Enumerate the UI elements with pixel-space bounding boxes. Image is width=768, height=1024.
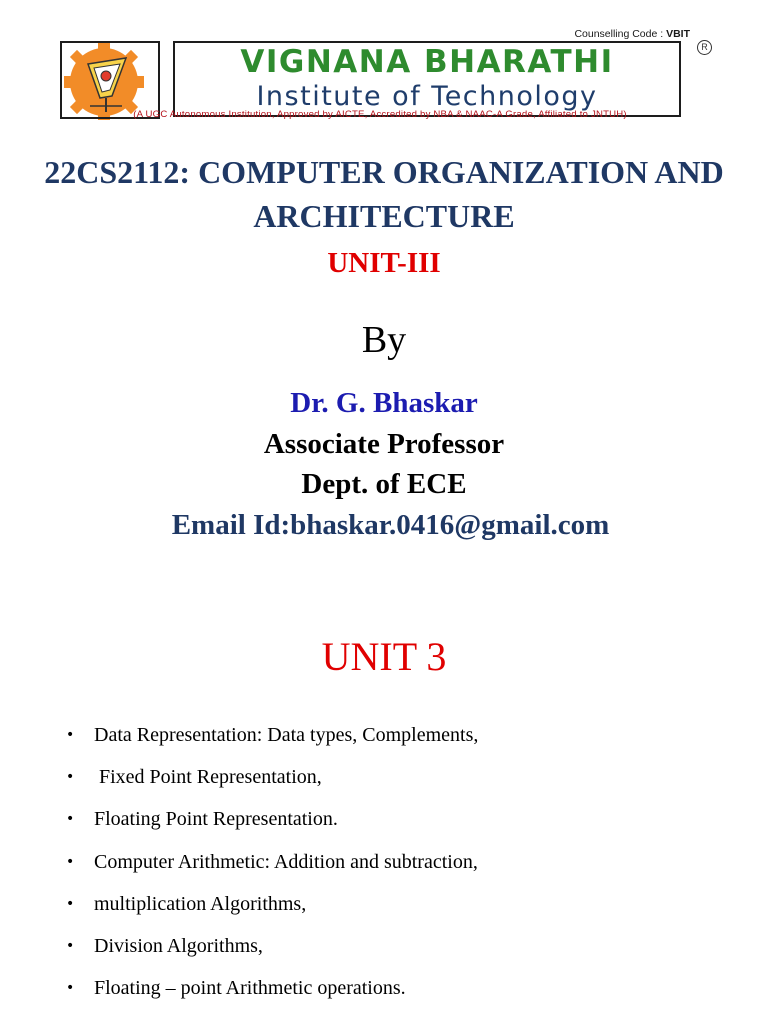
topic-text: Floating – point Arithmetic operations. xyxy=(94,977,406,1000)
bullet-icon: • xyxy=(66,980,75,997)
institute-affiliation: (A UGC Autonomous Institution, Approved by AICTE, Accredited by NBA & NAAC-A Grade, Affiliated to JNTUH) xyxy=(133,109,627,120)
institute-name-line2: Institute of Technology xyxy=(256,81,598,112)
bullet-icon: • xyxy=(66,769,75,786)
author-department: Dept. of ECE xyxy=(301,468,467,500)
bullet-icon: • xyxy=(66,895,75,912)
institute-banner xyxy=(40,14,720,126)
registered-trademark-icon: R xyxy=(697,40,712,55)
author-email: Email Id:bhaskar.0416@gmail.com xyxy=(171,509,610,541)
counselling-code xyxy=(574,28,690,40)
unit-heading: UNIT 3 xyxy=(321,634,447,679)
bullet-icon: • xyxy=(66,727,75,743)
author-name: Dr. G. Bhaskar xyxy=(290,387,478,419)
topic-text: Data Representation: Data types, Complements, xyxy=(94,724,479,746)
bullet-icon: • xyxy=(66,937,75,954)
course-title: 22CS2112: COMPUTER ORGANIZATION AND ARCHITECTURE xyxy=(44,154,724,234)
institute-name-box xyxy=(173,41,681,117)
vbit-logo-gear-icon xyxy=(60,40,166,120)
topic-text: multiplication Algorithms, xyxy=(94,892,307,915)
topic-text: Floating Point Representation. xyxy=(94,808,338,831)
topic-text: Fixed Point Representation, xyxy=(94,766,322,789)
institute-name-line1: VIGNANA BHARATHI xyxy=(240,44,614,80)
counselling-code-value: VBIT xyxy=(666,28,690,40)
counselling-label: Counselling Code : xyxy=(574,28,667,40)
unit-label: UNIT-III xyxy=(327,247,441,279)
bullet-icon: • xyxy=(66,811,75,828)
bullet-icon: • xyxy=(66,853,75,870)
by-label: By xyxy=(361,319,407,361)
topic-text: Division Algorithms, xyxy=(94,934,263,957)
topic-text: Computer Arithmetic: Addition and subtraction, xyxy=(94,850,478,873)
author-designation: Associate Professor xyxy=(263,428,505,460)
